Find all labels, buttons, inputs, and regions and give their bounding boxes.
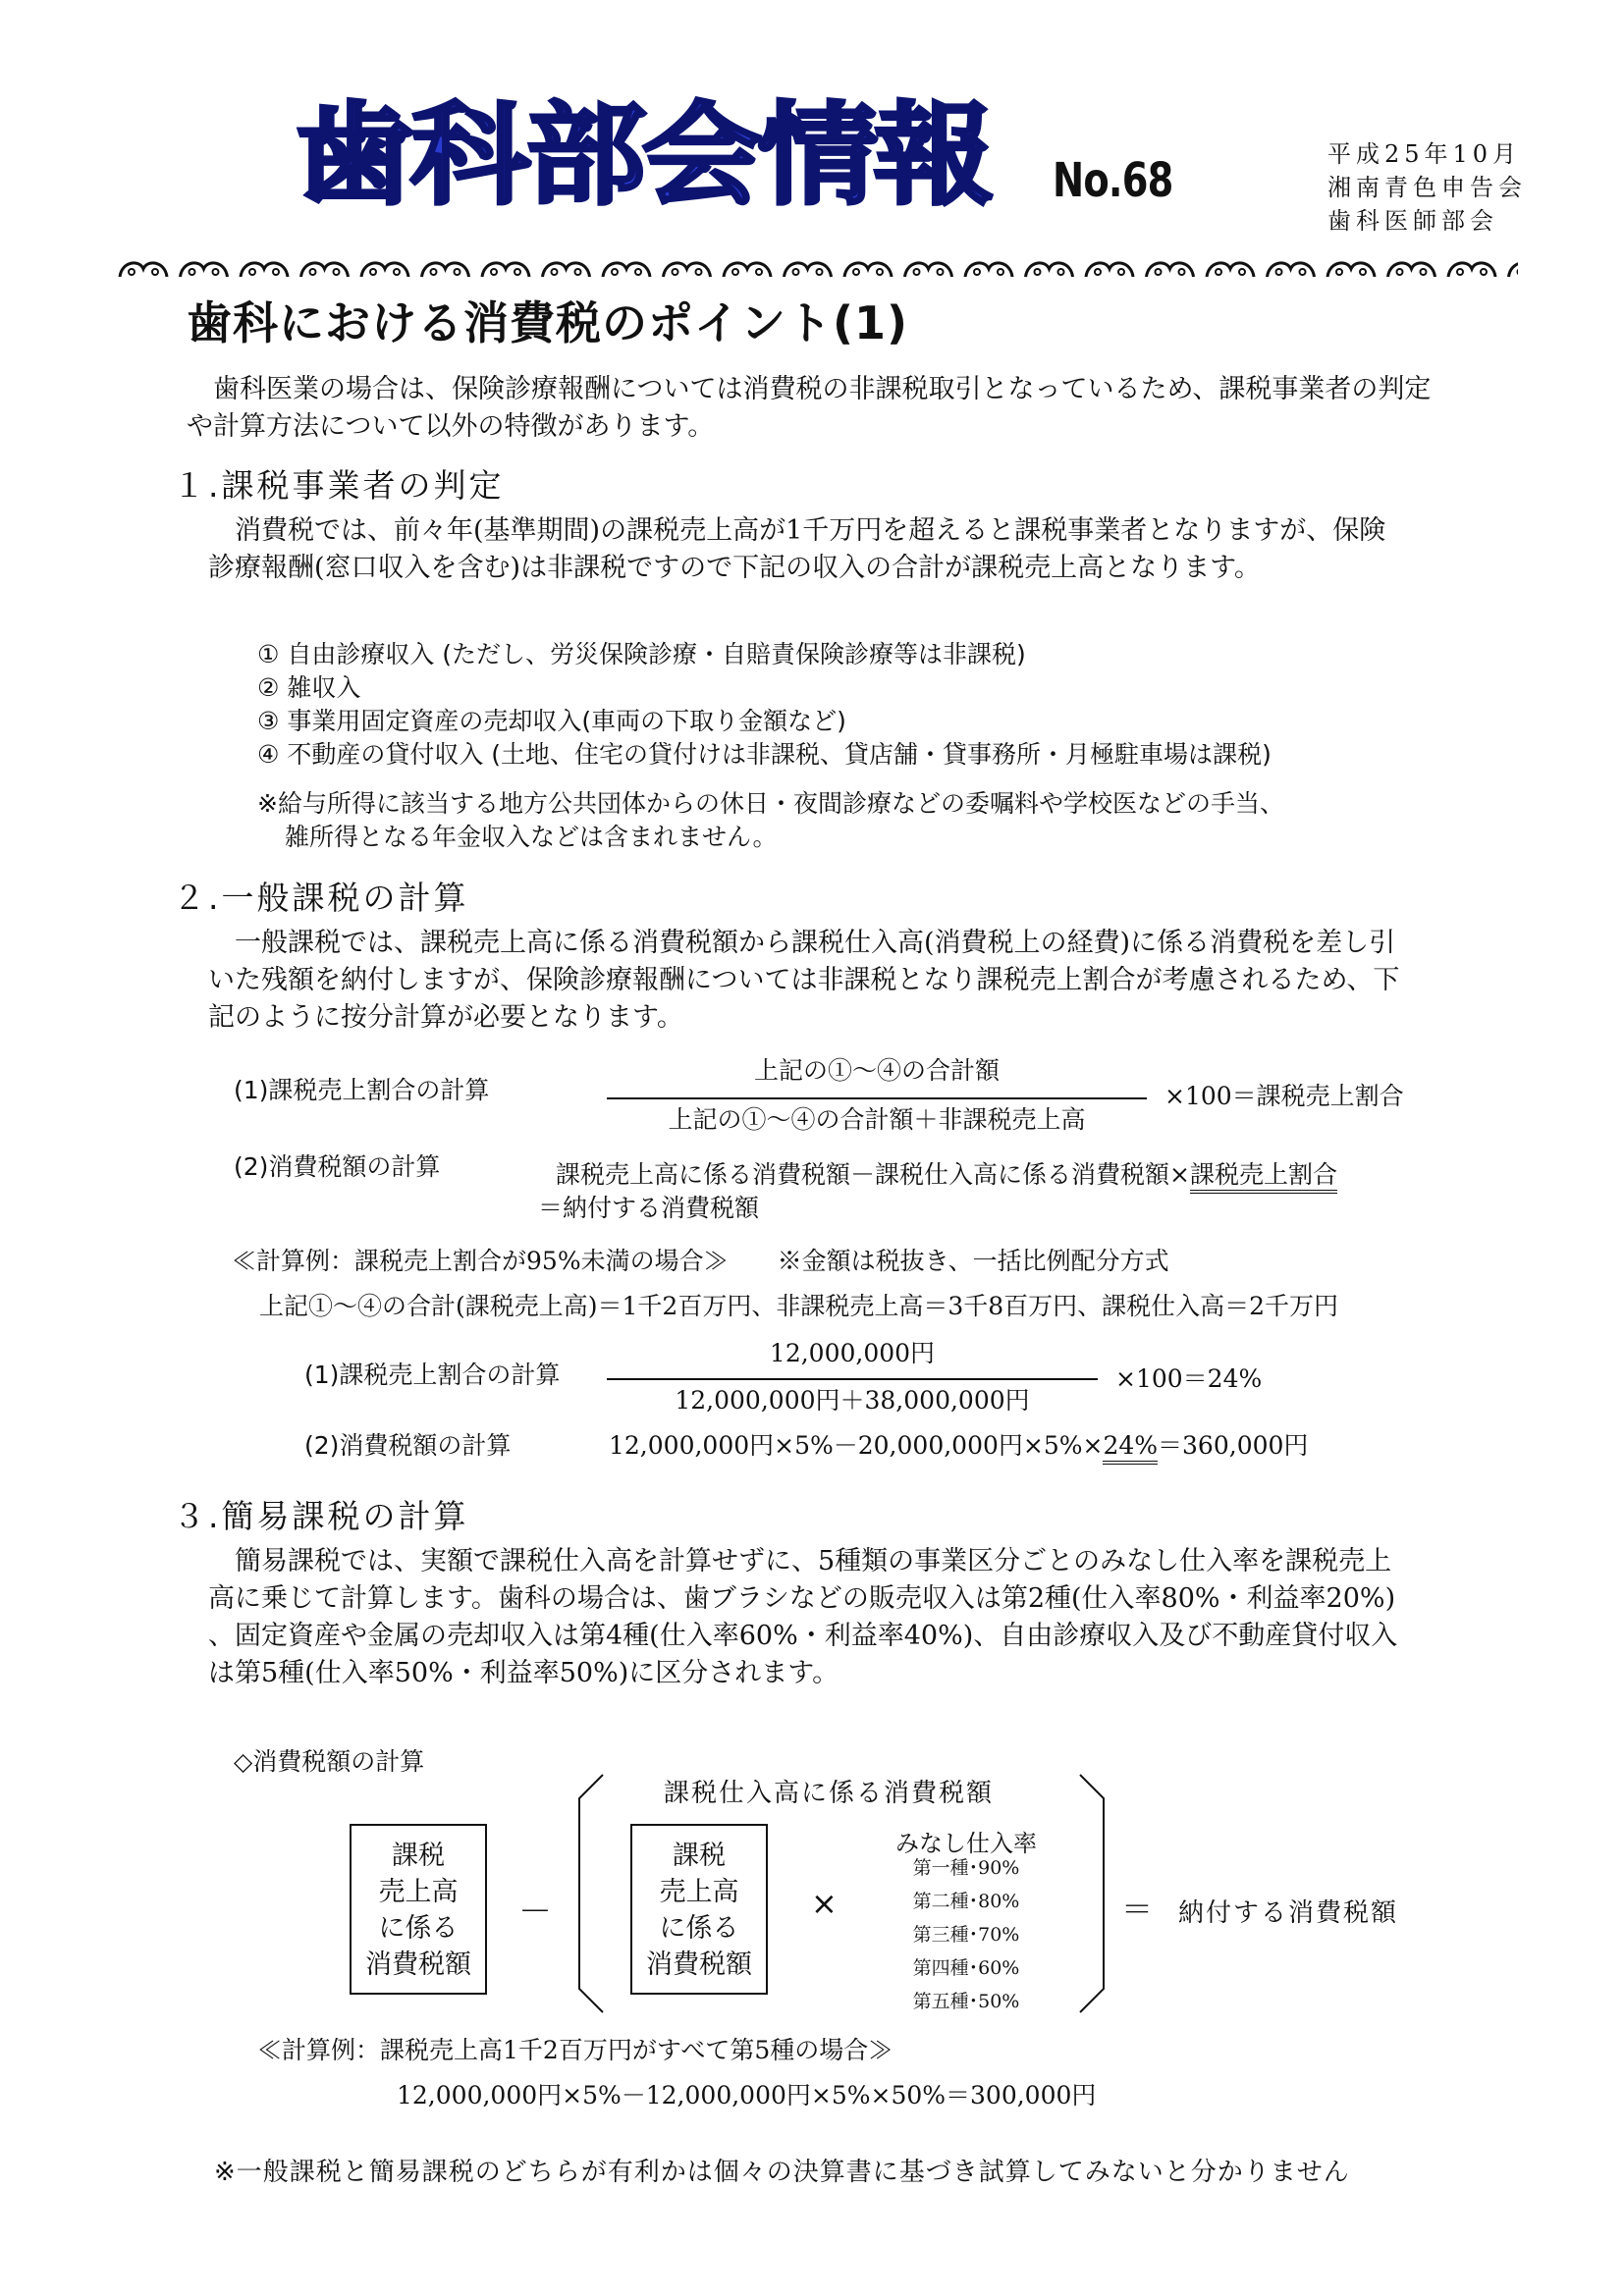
page-title: 歯科における消費税のポイント(1) [187, 296, 909, 349]
example1-label: (1)課税売上割合の計算 [304, 1361, 561, 1389]
body-line: 高に乗じて計算します。歯科の場合は、歯ブラシなどの販売収入は第2種(仕入率80%・利益率20%) [208, 1583, 1396, 1614]
rate-item: 第二種･80% [912, 1891, 1020, 1912]
formula1-result: ×100＝課税売上割合 [1164, 1082, 1404, 1110]
section3-heading: ３.簡易課税の計算 [173, 1497, 469, 1535]
box-line: 課税 [673, 1841, 726, 1871]
body-line: 簡易課税では、実額で課税仕入高を計算せずに、5種類の事業区分ごとのみなし仕入率を課税売上 [208, 1546, 1392, 1576]
fraction-line [607, 1378, 1098, 1380]
box-line: 消費税額 [365, 1949, 471, 1980]
footer-note: ※一般課税と簡易課税のどちらが有利かは個々の決算書に基づき試算してみないと分かりません [214, 2158, 1350, 2187]
right-bracket [1078, 1773, 1108, 2014]
list-item: ① 自由診療収入 (ただし、労災保険診療・自賠責保険診療等は非課税) [257, 640, 1026, 668]
example-given: 上記①～④の合計(課税売上高)＝1千2百万円、非課税売上高＝3千8百万円、課税仕入高＝2千万円 [259, 1292, 1339, 1320]
box-line: に係る [378, 1913, 459, 1944]
minus-sign: － [518, 1893, 552, 1932]
formula2-underlined: 課税売上割合 [1190, 1160, 1337, 1194]
diagram-label: ◇消費税額の計算 [234, 1747, 425, 1776]
section2-heading: ２.一般課税の計算 [173, 879, 469, 917]
ornament-divider [114, 257, 1518, 283]
issuer-name: 湘南青色申告会 [1327, 174, 1527, 201]
intro-paragraph [187, 371, 1431, 446]
box-line: に係る [659, 1913, 739, 1944]
box-line: 売上高 [378, 1877, 459, 1907]
body-line: 、固定資産や金属の売却収入は第4種(仕入率60%・利益率40%)、自由診療収入及び不動産貸付収入 [208, 1621, 1398, 1651]
example1-result: ×100＝24% [1115, 1364, 1263, 1393]
list-item: ② 雑収入 [257, 673, 361, 702]
issuer-division: 歯科医師部会 [1327, 207, 1498, 235]
section1-heading: １.課税事業者の判定 [173, 466, 505, 505]
box-line: 売上高 [659, 1877, 739, 1907]
rate-item: 第五種･50% [912, 1991, 1020, 2012]
simplified-example-heading: ≪計算例：課税売上高1千2百万円がすべて第5種の場合≫ [257, 2036, 893, 2064]
intro-line: や計算方法について以外の特徴があります。 [187, 411, 715, 442]
section1-note [257, 787, 1284, 854]
example2-expression [609, 1433, 1308, 1458]
body-line: 記のように按分計算が必要となります。 [208, 1002, 683, 1033]
formula1-denominator: 上記の①～④の合計額＋非課税売上高 [668, 1105, 1086, 1134]
example2-result: ＝360,000円 [1158, 1431, 1309, 1460]
equals-sign: ＝ [1121, 1891, 1154, 1928]
example-heading: ≪計算例：課税売上割合が95%未満の場合≫ ※金額は税抜き、一括比例配分方式 [232, 1247, 1169, 1275]
intro-line: 歯科医業の場合は、保険診療報酬については消費税の非課税取引となっているため、課税事業者の判定 [187, 374, 1432, 404]
taxable-purchase-tax-box [630, 1824, 768, 1995]
fraction-line [607, 1097, 1147, 1099]
rate-item: 第三種･70% [912, 1924, 1020, 1946]
example2-underlined: 24% [1103, 1431, 1158, 1465]
formula2-expr: 課税売上高に係る消費税額－課税仕入高に係る消費税額× [556, 1160, 1190, 1189]
rate-item: 第一種･90% [912, 1857, 1020, 1879]
income-list [257, 638, 1272, 772]
example2-label: (2)消費税額の計算 [304, 1431, 512, 1460]
deemed-rate-list [888, 1851, 1045, 2018]
body-line: は第5種(仕入率50%・利益率50%)に区分されます。 [208, 1658, 839, 1688]
times-sign: × [811, 1885, 838, 1922]
section2-body [208, 925, 1399, 1037]
body-line: 一般課税では、課税売上高に係る消費税額から課税仕入高(消費税上の経費)に係る消費税を差し引 [208, 928, 1396, 958]
section3-body [208, 1543, 1397, 1692]
issue-number: No.68 [1053, 153, 1173, 208]
body-line: いた残額を納付しますが、保険診療報酬については非課税となり課税売上割合が考慮されるため、下 [208, 965, 1400, 995]
diagram-result: 納付する消費税額 [1178, 1898, 1399, 1928]
formula1-label: (1)課税売上割合の計算 [234, 1076, 490, 1104]
issuer-block [1327, 137, 1527, 238]
left-bracket [575, 1773, 605, 2014]
example2-expr: 12,000,000円×5%－20,000,000円×5%× [609, 1431, 1104, 1460]
issue-date: 平成25年10月 [1327, 140, 1522, 168]
list-item: ④ 不動産の貸付収入 (土地、住宅の貸付けは非課税、貸店舗・貸事務所・月極駐車場は課税) [257, 740, 1272, 769]
body-line: 診療報酬(窓口収入を含む)は非課税ですので下記の収入の合計が課税売上高となります。 [208, 553, 1261, 583]
rate-item: 第四種･60% [912, 1957, 1020, 1979]
box-line: 課税 [392, 1841, 445, 1871]
formula1-numerator: 上記の①～④の合計額 [753, 1056, 1000, 1085]
bracket-title: 課税仕入高に係る消費税額 [664, 1779, 995, 1808]
formula2-expression [556, 1162, 1337, 1187]
note-line: ※給与所得に該当する地方公共団体からの休日・夜間診療などの委嘱料や学校医などの手当、 [257, 789, 1284, 818]
deemed-rate-title: みなし仕入率 [895, 1830, 1037, 1857]
simplified-example-expression: 12,000,000円×5%－12,000,000円×5%×50%＝300,000円 [397, 2081, 1097, 2109]
box-line: 消費税額 [646, 1949, 752, 1980]
example1-numerator: 12,000,000円 [769, 1339, 936, 1367]
masthead-title: 歯科部会情報 [295, 90, 990, 220]
formula2-result: ＝納付する消費税額 [538, 1194, 760, 1222]
taxable-sales-tax-box [350, 1824, 487, 1995]
example1-denominator: 12,000,000円＋38,000,000円 [675, 1386, 1030, 1415]
body-line: 消費税では、前々年(基準期間)の課税売上高が1千万円を超えると課税事業者となりますが、保険 [208, 515, 1386, 546]
note-line: 雑所得となる年金収入などは含まれません。 [285, 823, 778, 851]
section1-body [208, 512, 1385, 587]
formula2-label: (2)消費税額の計算 [234, 1152, 441, 1181]
list-item: ③ 事業用固定資産の売却収入(車両の下取り金額など) [257, 707, 846, 735]
